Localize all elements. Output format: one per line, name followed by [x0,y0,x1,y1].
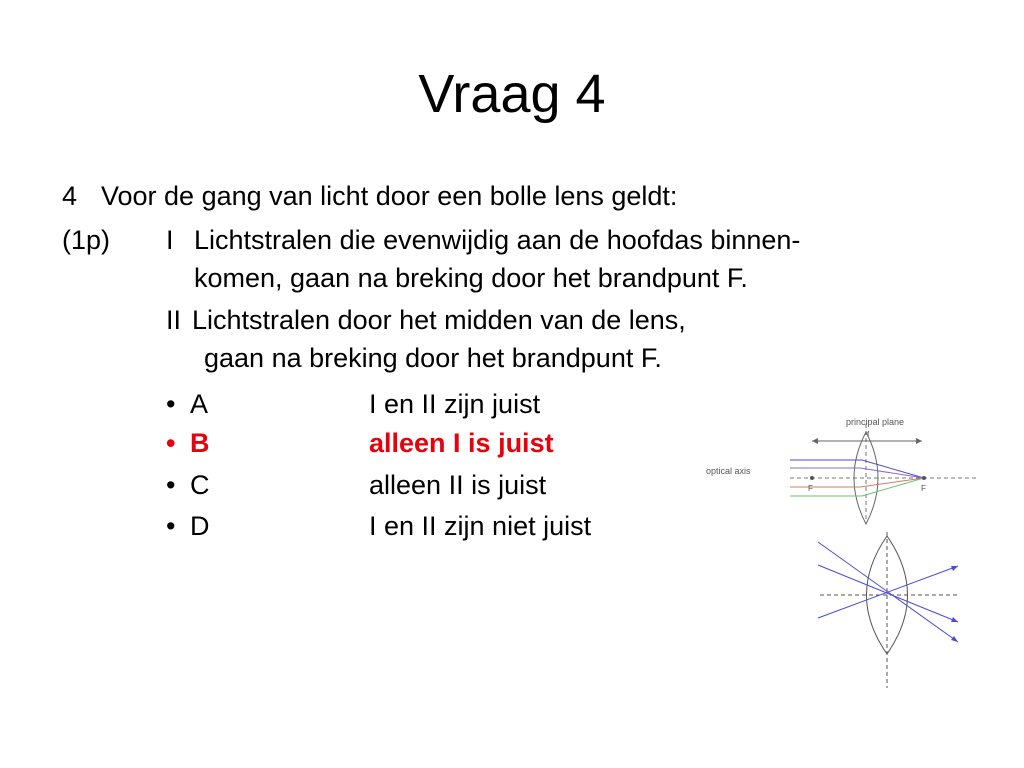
statement-1-line-1: Lichtstralen die evenwijdig aan de hoofdas binnen- [194,225,801,255]
ray-center-3-arrow [951,566,958,571]
lens-focus-diagram [700,410,980,535]
option-a-text: I en II zijn juist [369,389,541,419]
focus-left-label: F [808,484,813,493]
optical-axis-label: optical axis [706,466,751,476]
focus-right-dot [922,476,926,480]
question-number: 4 [62,181,78,211]
option-b-letter: B [190,428,210,458]
statement-1-numeral: I [166,225,174,255]
option-c-bullet: • [166,470,176,500]
focal-arrow-head-right [916,438,922,444]
option-c-letter: C [190,470,210,500]
option-c-text: alleen II is juist [369,470,547,500]
ray-purple-out [860,468,924,478]
ray-green-out [862,478,924,496]
principal-plane-label: principal plane [846,417,905,427]
question-points: (1p) [62,225,111,255]
option-b-bullet: • [166,428,176,458]
ray-center-1-arrow [951,636,958,642]
lens-center-ray-diagram [810,530,970,690]
focal-arrow-head-left [812,438,818,444]
option-a-bullet: • [166,389,176,419]
statement-2-line-1: Lichtstralen door het midden van de lens, [192,305,686,335]
option-b-text: alleen I is juist [369,428,554,458]
ray-red-out [860,478,924,487]
option-d-bullet: • [166,511,176,541]
focal-length-label: f [867,430,870,439]
focus-right-label: F [921,484,926,493]
statement-2-numeral: II [166,305,182,335]
option-d-letter: D [190,511,210,541]
question-stem: Voor de gang van licht door een bolle lens geldt: [101,181,678,211]
statement-2-line-2: gaan na breking door het brandpunt F. [204,343,662,373]
option-d-text: I en II zijn niet juist [369,511,592,541]
slide-title: Vraag 4 [418,64,606,124]
option-a-letter: A [190,389,209,419]
ray-center-2-arrow [951,617,958,622]
statement-1-line-2: komen, gaan na breking door het brandpunt F. [194,263,748,293]
focus-left-dot [810,476,814,480]
ray-blue-out [862,460,924,478]
